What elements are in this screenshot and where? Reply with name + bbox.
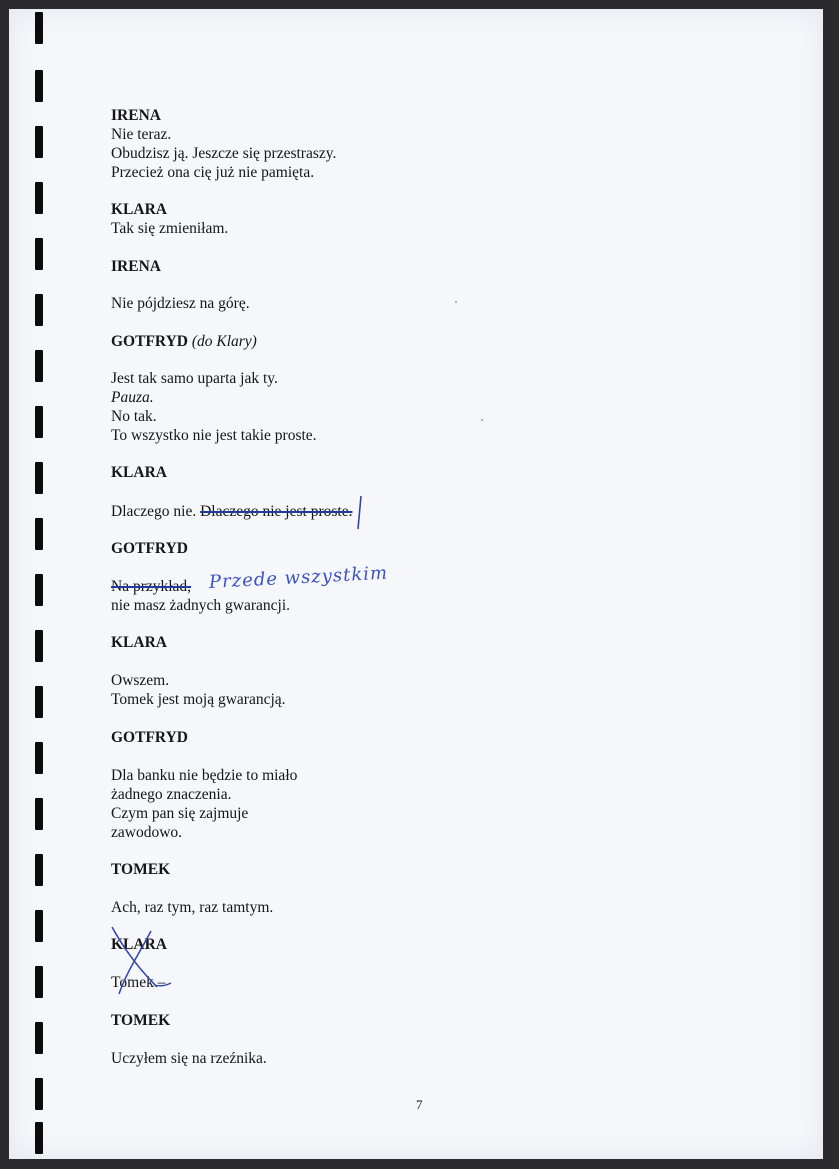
pen-stroke: [112, 927, 157, 987]
speaker-name: GOTFRYD: [111, 729, 188, 746]
stage-direction: Pauza.: [111, 389, 154, 406]
dialogue-line: Tak się zmieniłam.: [111, 220, 229, 237]
dialogue-line: Przecież ona cię już nie pamięta.: [111, 164, 315, 181]
dialogue-line: Owszem.: [111, 672, 170, 689]
speaker-name: KLARA: [111, 201, 167, 218]
speaker-name: IRENA: [111, 258, 161, 275]
struck-text: Na przykład,: [111, 578, 192, 595]
dialogue-line: Dla banku nie będzie to miało: [111, 767, 298, 784]
speaker-name: KLARA: [111, 634, 167, 651]
speaker-name: IRENA: [111, 107, 161, 124]
dialogue-line: Ach, raz tym, raz tamtym.: [111, 899, 274, 916]
dialogue-line: No tak.: [111, 408, 157, 425]
speaker-name: TOMEK: [111, 1012, 171, 1029]
pen-stroke: [154, 983, 171, 986]
dialogue-line: Dlaczego nie. Dlaczego nie jest proste.: [111, 503, 353, 520]
dialogue-line: To wszystko nie jest takie proste.: [111, 427, 317, 444]
dialogue-line: nie masz żadnych gwarancji.: [111, 597, 291, 614]
speaker-name: KLARA: [111, 464, 167, 481]
struck-text: Dlaczego nie jest proste.: [200, 503, 353, 520]
dialogue-line: zawodowo.: [111, 824, 183, 841]
dialogue-line: Nie teraz.: [111, 126, 172, 143]
speaker-name: KLARA: [111, 936, 167, 953]
pen-marks: [9, 9, 823, 1159]
pen-stroke: [358, 496, 361, 529]
script-page: [9, 9, 823, 1159]
speaker-name: GOTFRYD (do Klary): [111, 333, 257, 350]
dialogue-line: żadnego znaczenia.: [111, 786, 232, 803]
speaker-name: GOTFRYD: [111, 540, 188, 557]
speaker-name: TOMEK: [111, 861, 171, 878]
dialogue-line: Nie pójdziesz na górę.: [111, 295, 250, 312]
dialogue-line: Uczyłem się na rzeźnika.: [111, 1050, 267, 1067]
dialogue-line: Jest tak samo uparta jak ty.: [111, 370, 278, 387]
handwritten-insertion: Przede wszystkim: [208, 562, 389, 593]
dialogue-line: Tomek jest moją gwarancją.: [111, 691, 286, 708]
dialogue-line: Obudzisz ją. Jeszcze się przestraszy.: [111, 145, 337, 162]
stage-direction: (do Klary): [191, 333, 257, 350]
dialogue-line: Tomek –: [111, 974, 166, 991]
dialogue-line: Czym pan się zajmuje: [111, 805, 249, 822]
page-number: 7: [416, 1097, 423, 1112]
